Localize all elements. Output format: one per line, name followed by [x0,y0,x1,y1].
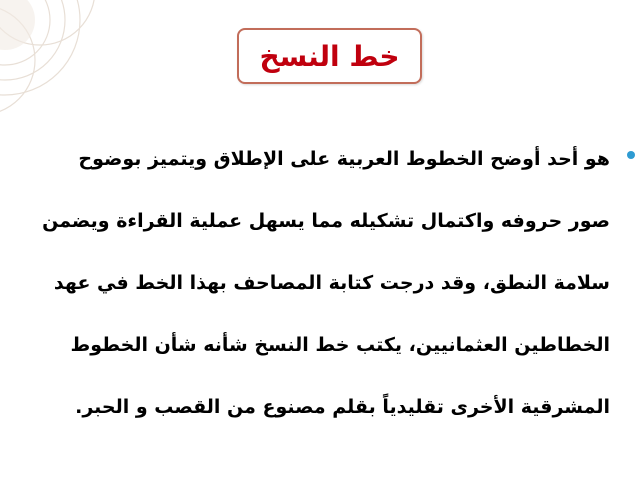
text-line-3: سلامة النطق، وقد درجت كتابة المصاحف بهذا الخط في عهد [53,272,610,294]
text-line-5: المشرقية الأخرى تقليدياً بقلم مصنوع من القصب و الحبر. [75,396,610,418]
slide-title: خط النسخ [259,39,400,73]
content-area [42,128,610,438]
text-line-1: هو أحد أوضح الخطوط العربية على الإطلاق ويتميز بوضوح [78,148,610,170]
text-line-2: صور حروفه واكتمال تشكيله مما يسهل عملية القراءة ويضمن [42,210,610,232]
bullet-dot-icon [627,151,635,159]
text-line-4: الخطاطين العثمانيين، يكتب خط النسخ شأنه شأن الخطوط [70,334,610,356]
title-box [237,28,422,84]
